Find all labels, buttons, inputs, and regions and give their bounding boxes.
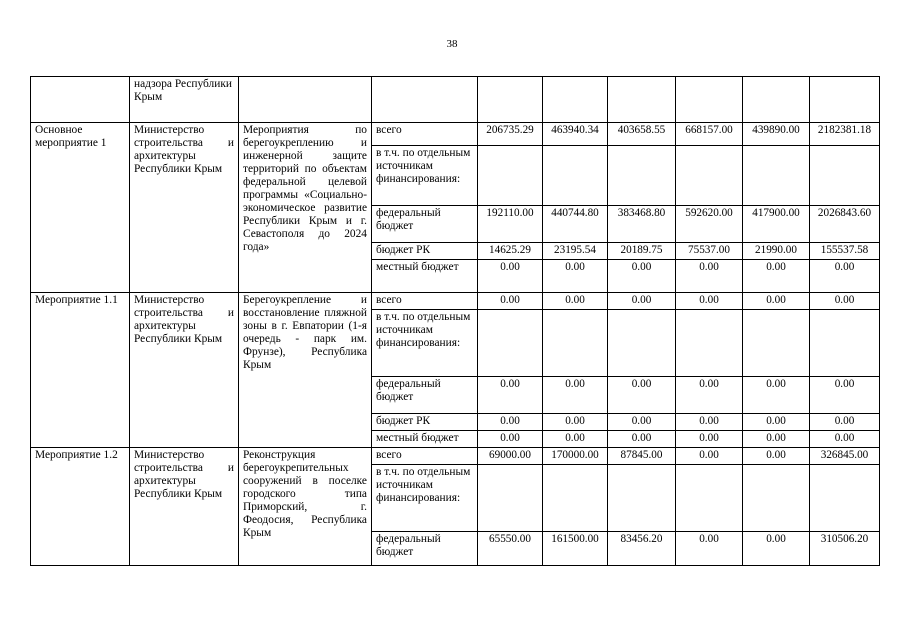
measure-description: Мероприятия по берегоукреплению и инженерной защите территорий по объектам федеральной целевой программы «Социально-экономическое развитие Республики Крым и г. Севастополя до 2024 года»	[239, 123, 372, 293]
funding-source: бюджет РК	[372, 414, 478, 431]
year-value	[478, 310, 543, 377]
executor-name: Министерство строительства и архитектуры Республики Крым	[130, 448, 239, 566]
table-row	[31, 123, 880, 146]
measure-name: Мероприятие 1.2	[31, 448, 130, 566]
funding-source: местный бюджет	[372, 431, 478, 448]
year-value: 383468.80	[608, 206, 676, 243]
table-body	[31, 77, 880, 566]
year-value	[478, 465, 543, 532]
measure-cell	[31, 77, 130, 123]
funding-source: федеральный бюджет	[372, 377, 478, 414]
year-value: 75537.00	[676, 243, 743, 260]
year-value	[743, 310, 810, 377]
year-value: 417900.00	[743, 206, 810, 243]
year-value	[543, 146, 608, 206]
year-value: 0.00	[676, 431, 743, 448]
year-value: 440744.80	[543, 206, 608, 243]
year-value: 0.00	[608, 377, 676, 414]
year-value: 0.00	[676, 260, 743, 293]
year-value: 0.00	[743, 260, 810, 293]
funding-source: всего	[372, 123, 478, 146]
year-value: 439890.00	[743, 123, 810, 146]
year-value: 0.00	[478, 431, 543, 448]
year-value: 0.00	[676, 414, 743, 431]
table-row	[31, 448, 880, 465]
total-value	[810, 465, 880, 532]
funding-source: всего	[372, 293, 478, 310]
year-value: 161500.00	[543, 532, 608, 566]
year-value: 83456.20	[608, 532, 676, 566]
budget-table	[30, 76, 880, 566]
funding-source: бюджет РК	[372, 243, 478, 260]
value-cell	[676, 77, 743, 123]
value-cell	[543, 77, 608, 123]
funding-source: в т.ч. по отдельным источникам финансирования:	[372, 465, 478, 532]
year-value	[743, 146, 810, 206]
measure-name: Основное мероприятие 1	[31, 123, 130, 293]
year-value: 403658.55	[608, 123, 676, 146]
year-value	[608, 465, 676, 532]
total-value: 0.00	[810, 431, 880, 448]
year-value: 0.00	[676, 377, 743, 414]
year-value: 23195.54	[543, 243, 608, 260]
total-value: 0.00	[810, 293, 880, 310]
value-cell	[743, 77, 810, 123]
year-value: 192110.00	[478, 206, 543, 243]
year-value	[608, 310, 676, 377]
total-value: 310506.20	[810, 532, 880, 566]
year-value	[676, 310, 743, 377]
year-value: 0.00	[478, 377, 543, 414]
year-value: 0.00	[743, 448, 810, 465]
total-value: 0.00	[810, 377, 880, 414]
year-value: 69000.00	[478, 448, 543, 465]
total-value	[810, 146, 880, 206]
executor-name: Министерство строительства и архитектуры Республики Крым	[130, 293, 239, 448]
year-value: 0.00	[676, 448, 743, 465]
year-value: 463940.34	[543, 123, 608, 146]
year-value: 21990.00	[743, 243, 810, 260]
year-value: 0.00	[676, 532, 743, 566]
year-value: 0.00	[478, 414, 543, 431]
year-value: 206735.29	[478, 123, 543, 146]
year-value: 0.00	[608, 431, 676, 448]
year-value: 0.00	[543, 293, 608, 310]
year-value: 668157.00	[676, 123, 743, 146]
year-value	[543, 465, 608, 532]
value-cell	[608, 77, 676, 123]
funding-source: всего	[372, 448, 478, 465]
year-value: 0.00	[478, 293, 543, 310]
year-value: 87845.00	[608, 448, 676, 465]
year-value: 0.00	[543, 377, 608, 414]
year-value: 170000.00	[543, 448, 608, 465]
executor-name: Министерство строительства и архитектуры Республики Крым	[130, 123, 239, 293]
total-value	[810, 310, 880, 377]
funding-source: в т.ч. по отдельным источникам финансирования:	[372, 310, 478, 377]
measure-description: Берегоукрепление и восстановление пляжной зоны в г. Евпатории (1-я очередь - парк им. Фрунзе), Республика Крым	[239, 293, 372, 448]
year-value: 0.00	[743, 377, 810, 414]
year-value: 14625.29	[478, 243, 543, 260]
year-value: 0.00	[608, 293, 676, 310]
description-cell	[239, 77, 372, 123]
total-value: 0.00	[810, 414, 880, 431]
total-value: 326845.00	[810, 448, 880, 465]
year-value: 0.00	[543, 431, 608, 448]
executor-cell: надзора Республики Крым	[130, 77, 239, 123]
year-value: 0.00	[543, 414, 608, 431]
year-value: 20189.75	[608, 243, 676, 260]
year-value	[608, 146, 676, 206]
measure-name: Мероприятие 1.1	[31, 293, 130, 448]
funding-source: федеральный бюджет	[372, 532, 478, 566]
total-value: 2026843.60	[810, 206, 880, 243]
total-value: 2182381.18	[810, 123, 880, 146]
year-value	[543, 310, 608, 377]
funding-source: местный бюджет	[372, 260, 478, 293]
year-value: 0.00	[743, 532, 810, 566]
measure-description: Реконструкция берегоукрепительных сооружений в поселке городского типа Приморский, г. Феодосия, Республика Крым	[239, 448, 372, 566]
total-value: 0.00	[810, 260, 880, 293]
year-value: 0.00	[743, 414, 810, 431]
year-value	[676, 146, 743, 206]
funding-source: в т.ч. по отдельным источникам финансирования:	[372, 146, 478, 206]
year-value: 0.00	[676, 293, 743, 310]
year-value	[743, 465, 810, 532]
year-value: 0.00	[743, 293, 810, 310]
continuation-row	[31, 77, 880, 123]
source-cell	[372, 77, 478, 123]
total-value: 155537.58	[810, 243, 880, 260]
year-value: 0.00	[743, 431, 810, 448]
year-value	[478, 146, 543, 206]
year-value: 0.00	[608, 260, 676, 293]
year-value	[676, 465, 743, 532]
year-value: 592620.00	[676, 206, 743, 243]
value-cell	[810, 77, 880, 123]
page-number: 38	[446, 38, 458, 50]
funding-source: федеральный бюджет	[372, 206, 478, 243]
value-cell	[478, 77, 543, 123]
year-value: 0.00	[543, 260, 608, 293]
year-value: 0.00	[608, 414, 676, 431]
year-value: 65550.00	[478, 532, 543, 566]
table-row	[31, 293, 880, 310]
year-value: 0.00	[478, 260, 543, 293]
